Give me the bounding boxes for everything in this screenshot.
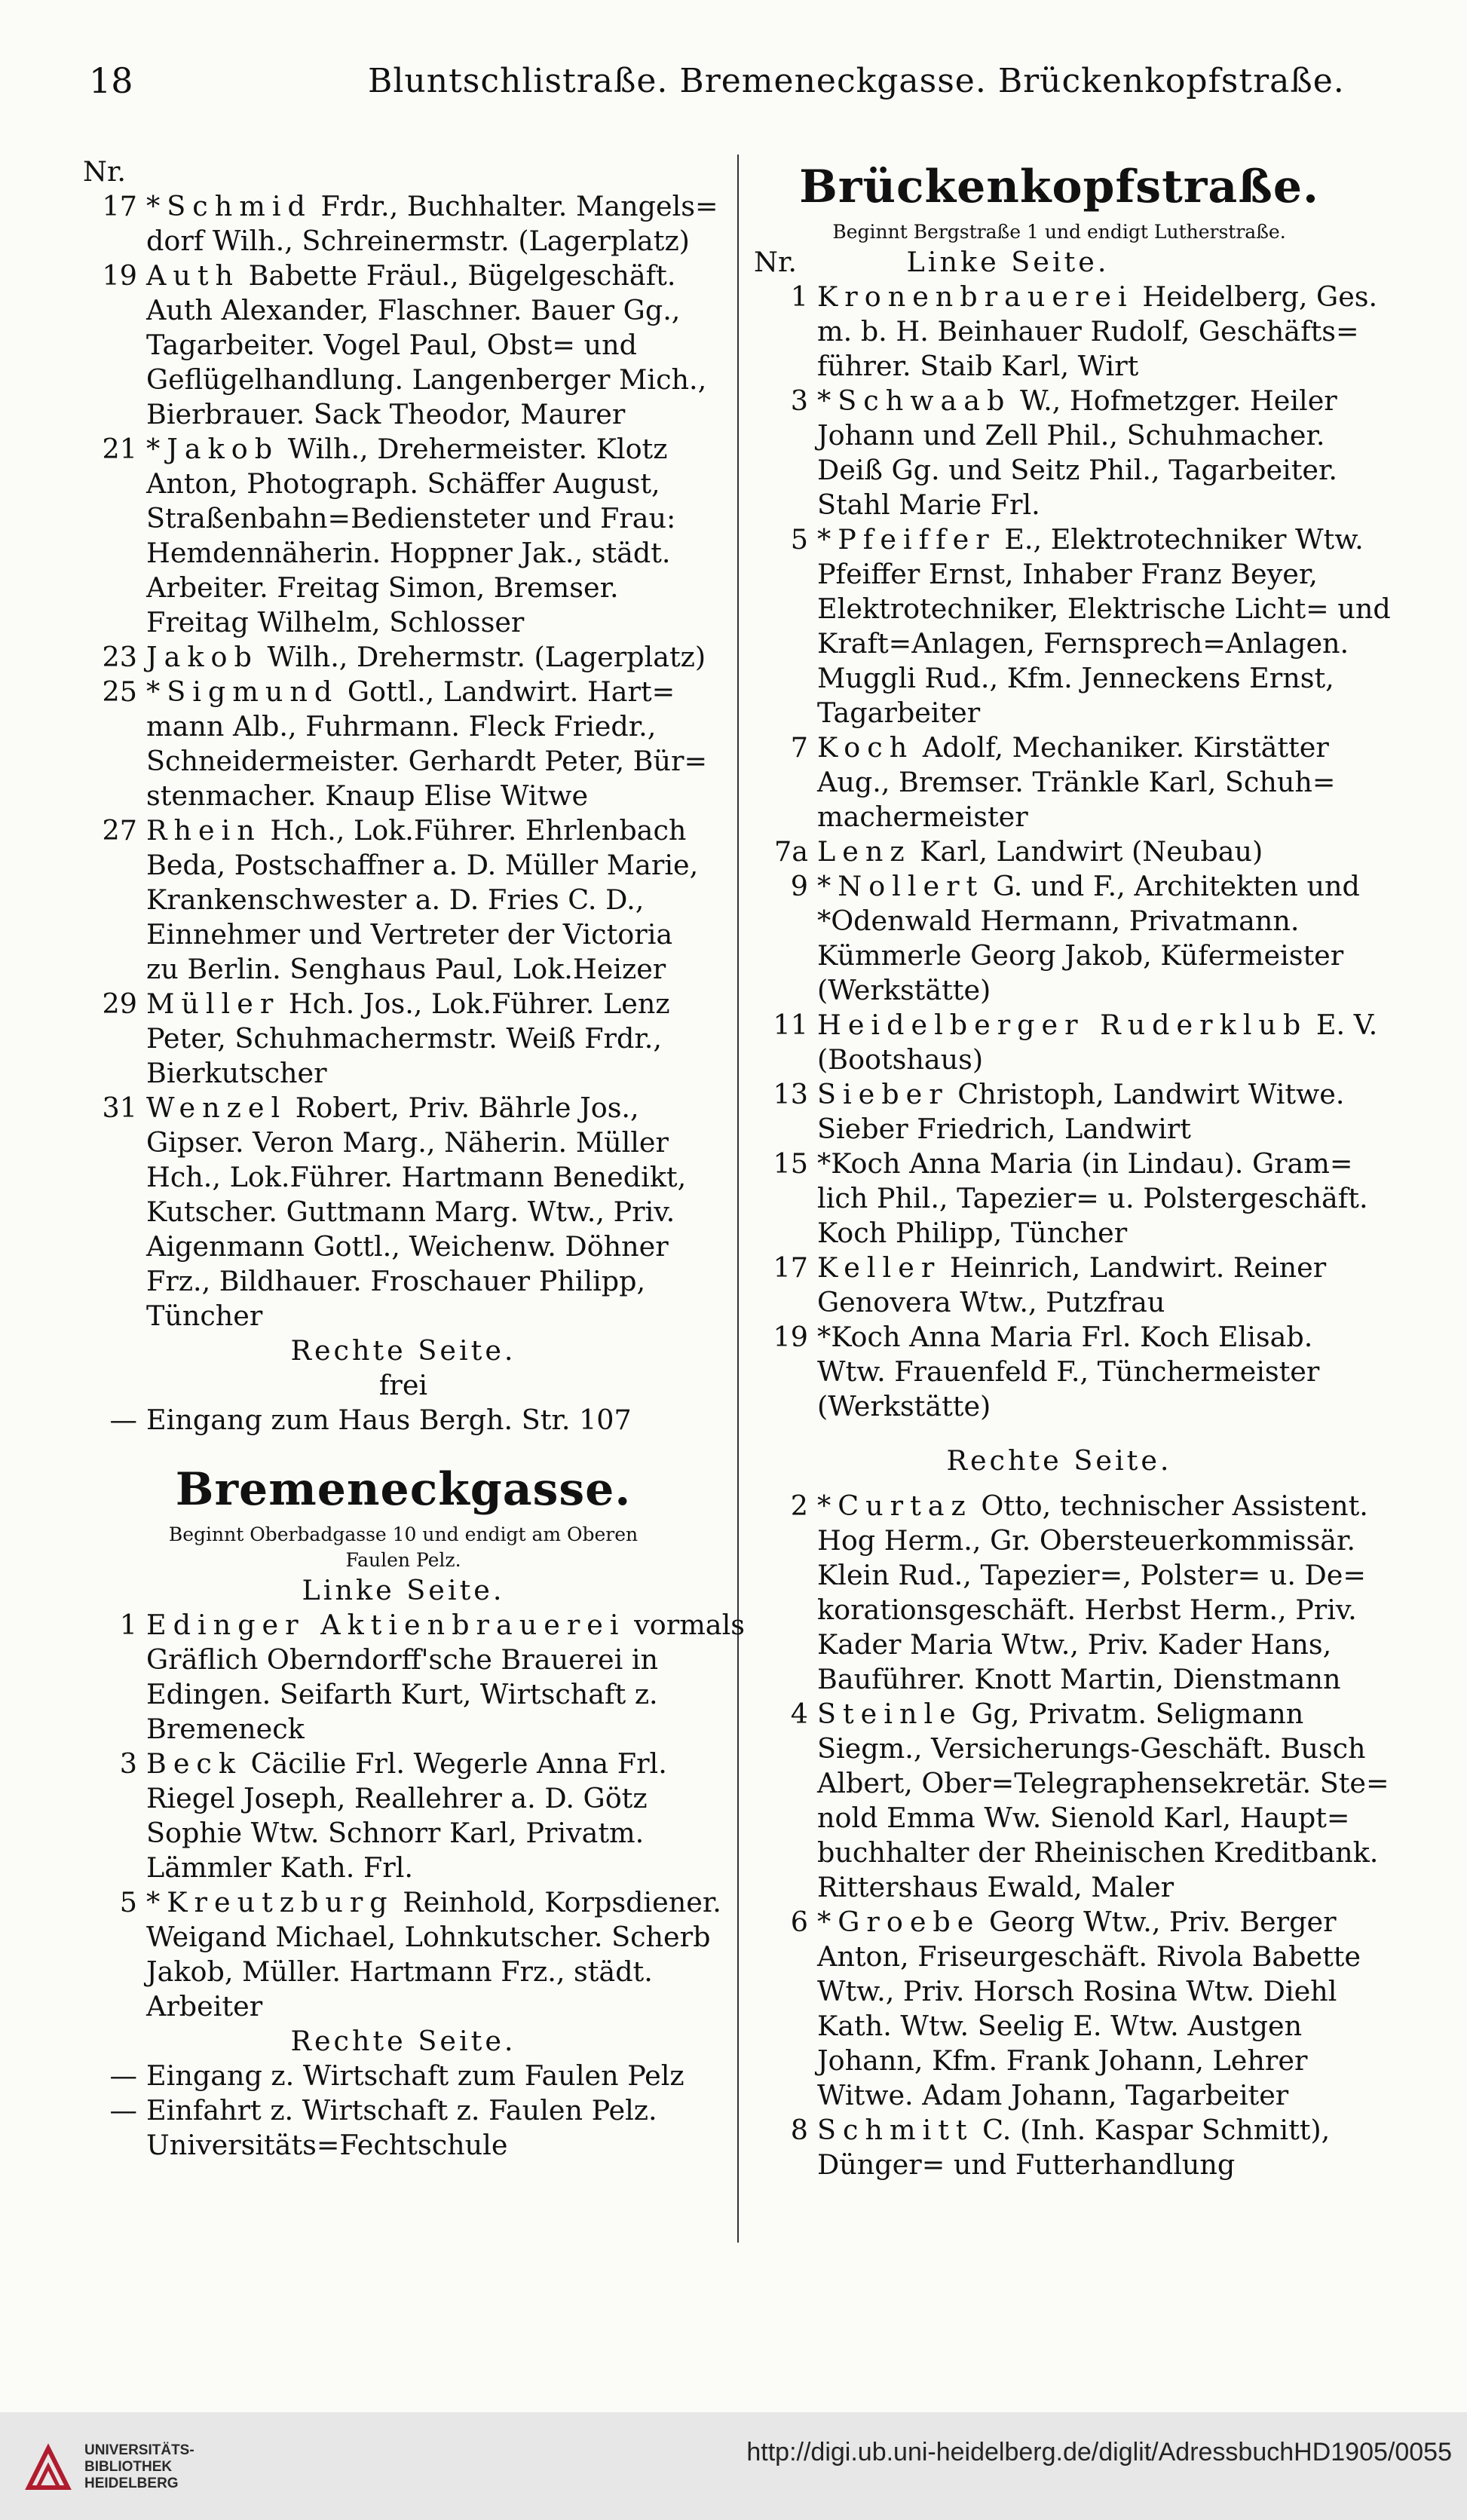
entry-text: Georg Wtw., Priv. Berger [980, 1906, 1337, 1938]
entry-line [754, 1355, 1364, 1389]
entry-text: Universitäts=Fechtschule [146, 2129, 508, 2161]
entry-text: Kader Maria Wtw., Priv. Kader Hans, [817, 1628, 1332, 1661]
entry-text: Einfahrt z. Wirtschaft z. Faulen Pelz. [146, 2094, 657, 2127]
entry-text: (Werkstätte) [817, 1390, 991, 1422]
entry-text: Tagarbeiter. Vogel Paul, Obst= und [146, 329, 637, 361]
entry-line [754, 418, 1364, 453]
house-number: 27 [102, 814, 137, 847]
house-number: 15 [773, 1147, 808, 1180]
source-url[interactable]: http://digi.ub.uni-heidelberg.de/diglit/AdressbuchHD1905/0055 [746, 2438, 1452, 2466]
entry-line [83, 2128, 724, 2163]
entry-text: Robert, Priv. Bährle Jos., [286, 1092, 639, 1124]
entry-text: Koch Philipp, Tüncher [817, 1217, 1128, 1249]
entry-line [754, 522, 1364, 557]
entry-line [754, 1732, 1364, 1766]
owner-name: Koch [817, 731, 914, 764]
owner-name: Lenz [817, 835, 911, 868]
entry-text: Hemdennäherin. Hoppner Jak., städt. [146, 537, 671, 569]
section-label-right-side-3: Rechte Seite. [946, 1444, 1172, 1477]
section-label-left-side: Linke Seite. [302, 1574, 505, 1606]
entry-text: Klein Rud., Tapezier=, Polster= u. De= [817, 1559, 1366, 1591]
entry-text: Wilh., Drehermstr. (Lagerplatz) [258, 641, 706, 673]
street-subtitle-right: Beginnt Bergstraße 1 und endigt Lutherstraße. [832, 221, 1286, 243]
entry-text: Reinhold, Korpsdiener. [394, 1886, 721, 1918]
entry-line [754, 2009, 1364, 2044]
entry-line [754, 1766, 1389, 1801]
entry-text: Bremeneck [146, 1713, 305, 1745]
entry-text: m. b. H. Beinhauer Rudolf, Geschäfts= [817, 315, 1359, 348]
university-library-logo-icon [21, 2442, 75, 2497]
entry-text: Cäcilie Frl. Wegerle Anna Frl. [241, 1747, 667, 1780]
entry-text: Geflügelhandlung. Langenberger Mich., [146, 363, 707, 396]
entry-line [83, 1643, 724, 1677]
entry-text: korationsgeschäft. Herbst Herm., Priv. [817, 1594, 1357, 1626]
entry-line [754, 1940, 1364, 1974]
entry-line [754, 869, 1364, 904]
entry-text: Gg, Privatm. Seligmann [962, 1698, 1304, 1730]
entry-line [754, 349, 1364, 384]
entry-text: Gottl., Landwirt. Hart= [338, 675, 675, 708]
entry-text: Frdr., Buchhalter. Mangels= [311, 190, 718, 222]
owner-name: Steinle [817, 1698, 963, 1730]
entry-line [83, 779, 724, 813]
entry-text: führer. Staib Karl, Wirt [817, 350, 1139, 382]
entry-line [754, 1112, 1364, 1147]
entry-line [754, 1593, 1364, 1627]
frei-label: frei [378, 1369, 428, 1401]
entry-line [754, 280, 1378, 314]
owner-name: *Groebe [817, 1906, 981, 1938]
owner-name: Rhein [146, 814, 262, 847]
entry-line [83, 224, 724, 259]
entry-text: dorf Wilh., Schreinermstr. (Lagerplatz) [146, 225, 690, 257]
entry-text: nold Emma Ww. Sienold Karl, Haupt= [817, 1802, 1350, 1834]
house-number: 7 [790, 731, 808, 764]
entry-text: Riegel Joseph, Reallehrer a. D. Götz [146, 1782, 648, 1814]
street-subtitle-2: Faulen Pelz. [345, 1549, 461, 1571]
entry-text: zu Berlin. Senghaus Paul, Lok.Heizer [146, 953, 666, 985]
house-number: 5 [119, 1886, 137, 1918]
entry-text: Wtw. Frauenfeld F., Tünchermeister [817, 1355, 1320, 1388]
house-number: 4 [790, 1698, 808, 1730]
entry-text: Pfeiffer Ernst, Inhaber Franz Beyer, [817, 558, 1318, 590]
house-number: 25 [102, 675, 137, 708]
owner-name: Heidelberger Ruderklub [817, 1009, 1308, 1041]
entry-text: machermeister [817, 801, 1028, 833]
entry-text: mann Alb., Fuhrmann. Fleck Friedr., [146, 710, 657, 743]
owner-name: Jakob [146, 641, 259, 673]
section-label-right-side: Rechte Seite. [290, 1334, 516, 1367]
entry-text: Deiß Gg. und Seitz Phil., Tagarbeiter. [817, 454, 1338, 486]
owner-name: *Schmid [146, 190, 312, 222]
entry-line [83, 259, 724, 293]
entry-line [754, 488, 1364, 522]
entry-line [83, 1229, 724, 1264]
entry-text: Hog Herm., Gr. Obersteuerkommissär. [817, 1524, 1356, 1557]
entry-line [754, 1251, 1364, 1285]
entry-line [83, 1195, 724, 1229]
entry-line [754, 592, 1391, 626]
entry-text: E. V. [1307, 1009, 1378, 1041]
entry-line [83, 1851, 724, 1885]
entry-text: Sophie Wtw. Schnorr Karl, Privatm. [146, 1817, 645, 1849]
entry-text: Bierkutscher [146, 1057, 327, 1089]
owner-name: Müller [146, 987, 280, 1020]
house-number: 1 [790, 280, 808, 313]
house-number: 21 [102, 433, 137, 465]
entry-line [754, 1489, 1368, 1523]
entry-text: Heinrich, Landwirt. Reiner [941, 1251, 1327, 1284]
entry-line [754, 1662, 1364, 1697]
entry-line [83, 467, 724, 501]
owner-name: *Curtaz [817, 1490, 972, 1522]
entry-line [754, 1285, 1364, 1320]
owner-name: Auth [146, 259, 240, 292]
owner-name: *Schwaab [817, 384, 1012, 417]
entry-text: Gipser. Veron Marg., Näherin. Müller [146, 1126, 669, 1159]
nr-and-side-row: Nr. Linke Seite. [754, 246, 1110, 278]
entry-text: Kümmerle Georg Jakob, Küfermeister [817, 939, 1344, 972]
entry-text: Jakob, Müller. Hartmann Frz., städt. [146, 1955, 653, 1988]
house-number: 7a [774, 835, 808, 868]
entry-text: Beda, Postschaffner a. D. Müller Marie, [146, 849, 699, 881]
entry-text: Anton, Friseurgeschäft. Rivola Babette [817, 1940, 1361, 1973]
entry-text: Tagarbeiter [817, 697, 981, 729]
entry-line [83, 328, 724, 363]
house-number: 19 [773, 1321, 808, 1353]
bremeneck-entries [83, 1608, 745, 2024]
entry-text: Muggli Rud., Kfm. Jenneckens Ernst, [817, 662, 1334, 694]
entry-line [754, 1801, 1364, 1836]
entry-text: Sieber Friedrich, Landwirt [817, 1113, 1191, 1145]
entry-line [83, 1264, 724, 1299]
entry-text: Wtw., Priv. Horsch Rosina Wtw. Diehl [817, 1975, 1337, 2007]
footer-bar [0, 2412, 1467, 2520]
house-number: 5 [790, 523, 808, 556]
entry-line [83, 709, 724, 744]
entry-text: Arbeiter. Freitag Simon, Bremser. [146, 571, 619, 604]
entry-text: Genovera Wtw., Putzfrau [817, 1286, 1165, 1318]
entry-text: Elektrotechniker, Elektrische Licht= und [817, 592, 1391, 625]
entry-text: (Werkstätte) [817, 974, 991, 1006]
entry-line [754, 834, 1364, 869]
entry-text: Freitag Wilhelm, Schlosser [146, 606, 525, 638]
entry-text: Kraft=Anlagen, Fernsprech=Anlagen. [817, 627, 1349, 660]
house-number: 29 [102, 987, 137, 1020]
house-number: 3 [119, 1747, 137, 1780]
nr-header: Nr. [83, 155, 126, 188]
entry-text: *Koch Anna Maria (in Lindau). Gram= [817, 1147, 1353, 1180]
entry-line [83, 536, 724, 571]
entry-line [754, 384, 1364, 418]
entry-line [83, 1608, 745, 1643]
entry-line [754, 938, 1364, 973]
house-number: 23 [102, 641, 137, 673]
owner-name: Wenzel [146, 1092, 287, 1124]
entry-line [83, 1712, 724, 1747]
street-heading-bremeneckgasse: Bremeneckgasse. [175, 1463, 632, 1516]
entry-text: Albert, Ober=Telegraphensekretär. Ste= [817, 1767, 1389, 1799]
owner-name: Schmitt [817, 2114, 974, 2146]
entry-line [83, 432, 724, 467]
entry-line [754, 1558, 1364, 1593]
entry-text: (Bootshaus) [817, 1043, 984, 1076]
entry-text: Bauführer. Knott Martin, Dienstmann [817, 1663, 1341, 1695]
street-subtitle: Beginnt Oberbadgasse 10 und endigt am Oberen [168, 1523, 639, 1545]
entry-line [83, 1160, 724, 1195]
column-divider [737, 155, 739, 2243]
entry-line [83, 1021, 724, 1056]
entry-line [754, 904, 1364, 938]
brueckenkopf-right-entries [754, 1489, 1389, 2182]
entry-text: G. und F., Architekten und [984, 870, 1360, 902]
entry-line [83, 293, 724, 328]
entry-text: *Koch Anna Maria Frl. Koch Elisab. [817, 1321, 1313, 1353]
entry-text: W., Hofmetzger. Heiler [1011, 384, 1337, 417]
entry-line [754, 1181, 1368, 1216]
entry-text: lich Phil., Tapezier= u. Polstergeschäft. [817, 1182, 1368, 1214]
entry-line [83, 189, 724, 224]
entry-text: Schneidermeister. Gerhardt Peter, Bür= [146, 745, 708, 777]
owner-name: *Pfeiffer [817, 523, 996, 556]
entry-text: Kutscher. Guttmann Marg. Wtw., Priv. [146, 1196, 675, 1228]
entry-text: Babette Fräul., Bügelgeschäft. [240, 259, 676, 292]
entry-line [754, 1697, 1364, 1732]
house-number: 8 [790, 2114, 808, 2146]
entry-line [754, 1147, 1364, 1181]
entry-line [83, 1920, 724, 1955]
entry-line [83, 1091, 724, 1125]
owner-name: Edinger Aktienbrauerei [146, 1609, 626, 1641]
bremeneck-end-entries [83, 2059, 724, 2163]
entry-text: C. (Inh. Kaspar Schmitt), [973, 2114, 1331, 2146]
entry-line [754, 1216, 1364, 1251]
entry-line [754, 1836, 1379, 1870]
entry-text: Adolf, Mechaniker. Kirstätter [914, 731, 1329, 764]
entry-text: Johann, Kfm. Frank Johann, Lehrer [817, 2044, 1308, 2077]
entry-line [754, 2044, 1364, 2078]
entry-line [754, 1389, 1364, 1424]
entry-line [754, 1627, 1364, 1662]
house-number: 11 [773, 1009, 808, 1041]
entry-line [83, 1677, 724, 1712]
entry-text: Frz., Bildhauer. Froschauer Philipp, [146, 1265, 646, 1297]
entry-line [754, 1008, 1378, 1043]
entry-text: Kath. Wtw. Seelig E. Wtw. Austgen [817, 2010, 1303, 2042]
brueckenkopf-left-entries [754, 280, 1391, 1424]
entry-text: Einnehmer und Vertreter der Victoria [146, 918, 673, 951]
entry-line [754, 1974, 1364, 2009]
entry-line [754, 1043, 1364, 1077]
entry-text: Tüncher [146, 1300, 263, 1332]
entry-line [754, 453, 1364, 488]
entry-line [754, 314, 1364, 349]
entry-text: buchhalter der Rheinischen Kreditbank. [817, 1836, 1379, 1869]
entry-line [754, 557, 1364, 592]
entry-line [83, 501, 724, 536]
entry-text: Edingen. Seifarth Kurt, Wirtschaft z. [146, 1678, 658, 1710]
entry-line [83, 1885, 724, 1920]
entry-line [83, 363, 724, 397]
entry-text: Stahl Marie Frl. [817, 488, 1040, 521]
owner-name: Keller [817, 1251, 942, 1284]
entry-line [83, 917, 724, 952]
entry-text: Siegm., Versicherungs-Geschäft. Busch [817, 1732, 1366, 1765]
owner-name: *Sigmund [146, 675, 339, 708]
entry-line [754, 800, 1364, 834]
running-title: Bluntschlistraße. Bremeneckgasse. Brückenkopfstraße. [368, 62, 1345, 100]
house-number: 31 [102, 1092, 137, 1124]
entry-line [754, 661, 1364, 696]
owner-name: *Jakob [146, 433, 280, 465]
entrance-line: — Eingang zum Haus Bergh. Str. 107 [109, 1404, 632, 1436]
entry-line [83, 1816, 724, 1851]
owner-name: *Kreutzburg [146, 1886, 394, 1918]
bluntschli-entries [83, 189, 724, 1333]
entry-text: stenmacher. Knaup Elise Witwe [146, 779, 589, 812]
entry-line [754, 730, 1364, 765]
entry-line [83, 1299, 724, 1333]
entry-line [83, 848, 724, 883]
entry-line [83, 1747, 724, 1781]
entry-text: Hch., Lok.Führer. Hartmann Benedikt, [146, 1161, 687, 1193]
entry-text: Hch., Lok.Führer. Ehrlenbach [261, 814, 687, 847]
owner-name: Kronenbrauerei [817, 280, 1134, 313]
entry-text: Peter, Schuhmachermstr. Weiß Frdr., [146, 1022, 663, 1055]
owner-name: Sieber [817, 1078, 949, 1110]
entry-text: Dünger= und Futterhandlung [817, 2148, 1236, 2181]
entry-text: Otto, technischer Assistent. [972, 1490, 1368, 1522]
entry-line [83, 1989, 724, 2024]
entry-line [83, 397, 724, 432]
left-column [83, 155, 745, 2163]
page-number: 18 [89, 60, 133, 101]
house-number: 17 [102, 190, 137, 222]
entry-text: Rittershaus Ewald, Maler [817, 1871, 1175, 1903]
entry-line [754, 2113, 1364, 2148]
entry-line [754, 1077, 1364, 1112]
entry-line [754, 2148, 1364, 2182]
entry-text: Lämmler Kath. Frl. [146, 1851, 414, 1884]
entry-text: Wilh., Drehermeister. Klotz [279, 433, 668, 465]
entry-line [83, 2093, 724, 2128]
entry-text: Christoph, Landwirt Witwe. [948, 1078, 1345, 1110]
entry-text: Hch. Jos., Lok.Führer. Lenz [280, 987, 670, 1020]
entry-line [83, 744, 724, 779]
house-number: 19 [102, 259, 137, 292]
entry-text: Aigenmann Gottl., Weichenw. Döhner [146, 1230, 669, 1263]
owner-name: Beck [146, 1747, 242, 1780]
entry-line [754, 765, 1364, 800]
entry-line [754, 973, 1364, 1008]
page-header [89, 54, 1384, 122]
entry-text: Witwe. Adam Johann, Tagarbeiter [817, 2079, 1289, 2111]
entry-text: Eingang z. Wirtschaft zum Faulen Pelz [146, 2059, 684, 2092]
entry-line [754, 696, 1364, 730]
house-number: 3 [790, 384, 808, 417]
entry-text: vormals [625, 1609, 745, 1641]
entry-line [754, 1320, 1364, 1355]
entry-text: *Odenwald Hermann, Privatmann. [817, 905, 1300, 937]
section-label-right-side-2: Rechte Seite. [290, 2025, 516, 2057]
entry-line [83, 1781, 724, 1816]
house-number: 1 [119, 1609, 137, 1641]
entry-line [83, 2059, 724, 2093]
entry-text: Karl, Landwirt (Neubau) [911, 835, 1263, 868]
entry-line [754, 1870, 1364, 1905]
entry-line [83, 987, 724, 1021]
entry-line [754, 2078, 1364, 2113]
house-number: — [109, 2059, 137, 2092]
entry-text: Arbeiter [146, 1990, 263, 2022]
entry-line [83, 640, 724, 675]
entry-line [83, 571, 724, 605]
entry-line [83, 952, 724, 987]
house-number: — [109, 2094, 137, 2127]
entry-text: Gräflich Oberndorff'sche Brauerei in [146, 1643, 659, 1676]
right-column [754, 155, 1391, 2182]
entry-text: Bierbrauer. Sack Theodor, Maurer [146, 398, 626, 430]
entry-line [754, 1905, 1364, 1940]
house-number: 13 [773, 1078, 808, 1110]
entry-text: Weigand Michael, Lohnkutscher. Scherb [146, 1921, 711, 1953]
entry-line [754, 626, 1364, 661]
entry-text: Anton, Photograph. Schäffer August, [146, 467, 660, 500]
house-number: 6 [790, 1906, 808, 1938]
entry-line [83, 675, 724, 709]
house-number: 2 [790, 1490, 808, 1522]
street-heading-brueckenkopfstrasse: Brückenkopfstraße. [799, 161, 1319, 213]
entry-line [83, 883, 724, 917]
entry-text: Aug., Bremser. Tränkle Karl, Schuh= [817, 766, 1336, 798]
entry-text: Krankenschwester a. D. Fries C. D., [146, 883, 645, 916]
entry-text: Straßenbahn=Bediensteter und Frau: [146, 502, 676, 534]
house-number: 17 [773, 1251, 808, 1284]
library-name: UNIVERSITÄTS- BIBLIOTHEK HEIDELBERG [84, 2442, 194, 2491]
entry-line [754, 1523, 1364, 1558]
entry-line [83, 813, 724, 848]
entry-text: Auth Alexander, Flaschner. Bauer Gg., [146, 294, 681, 326]
entry-text: E., Elektrotechniker Wtw. [995, 523, 1364, 556]
entry-line [83, 1955, 724, 1989]
owner-name: *Nollert [817, 870, 985, 902]
entry-text: Johann und Zell Phil., Schuhmacher. [817, 419, 1325, 452]
entry-line [83, 1125, 724, 1160]
entry-line [83, 1056, 724, 1091]
entry-text: Heidelberg, Ges. [1133, 280, 1378, 313]
entry-line [83, 605, 724, 640]
house-number: 9 [790, 870, 808, 902]
